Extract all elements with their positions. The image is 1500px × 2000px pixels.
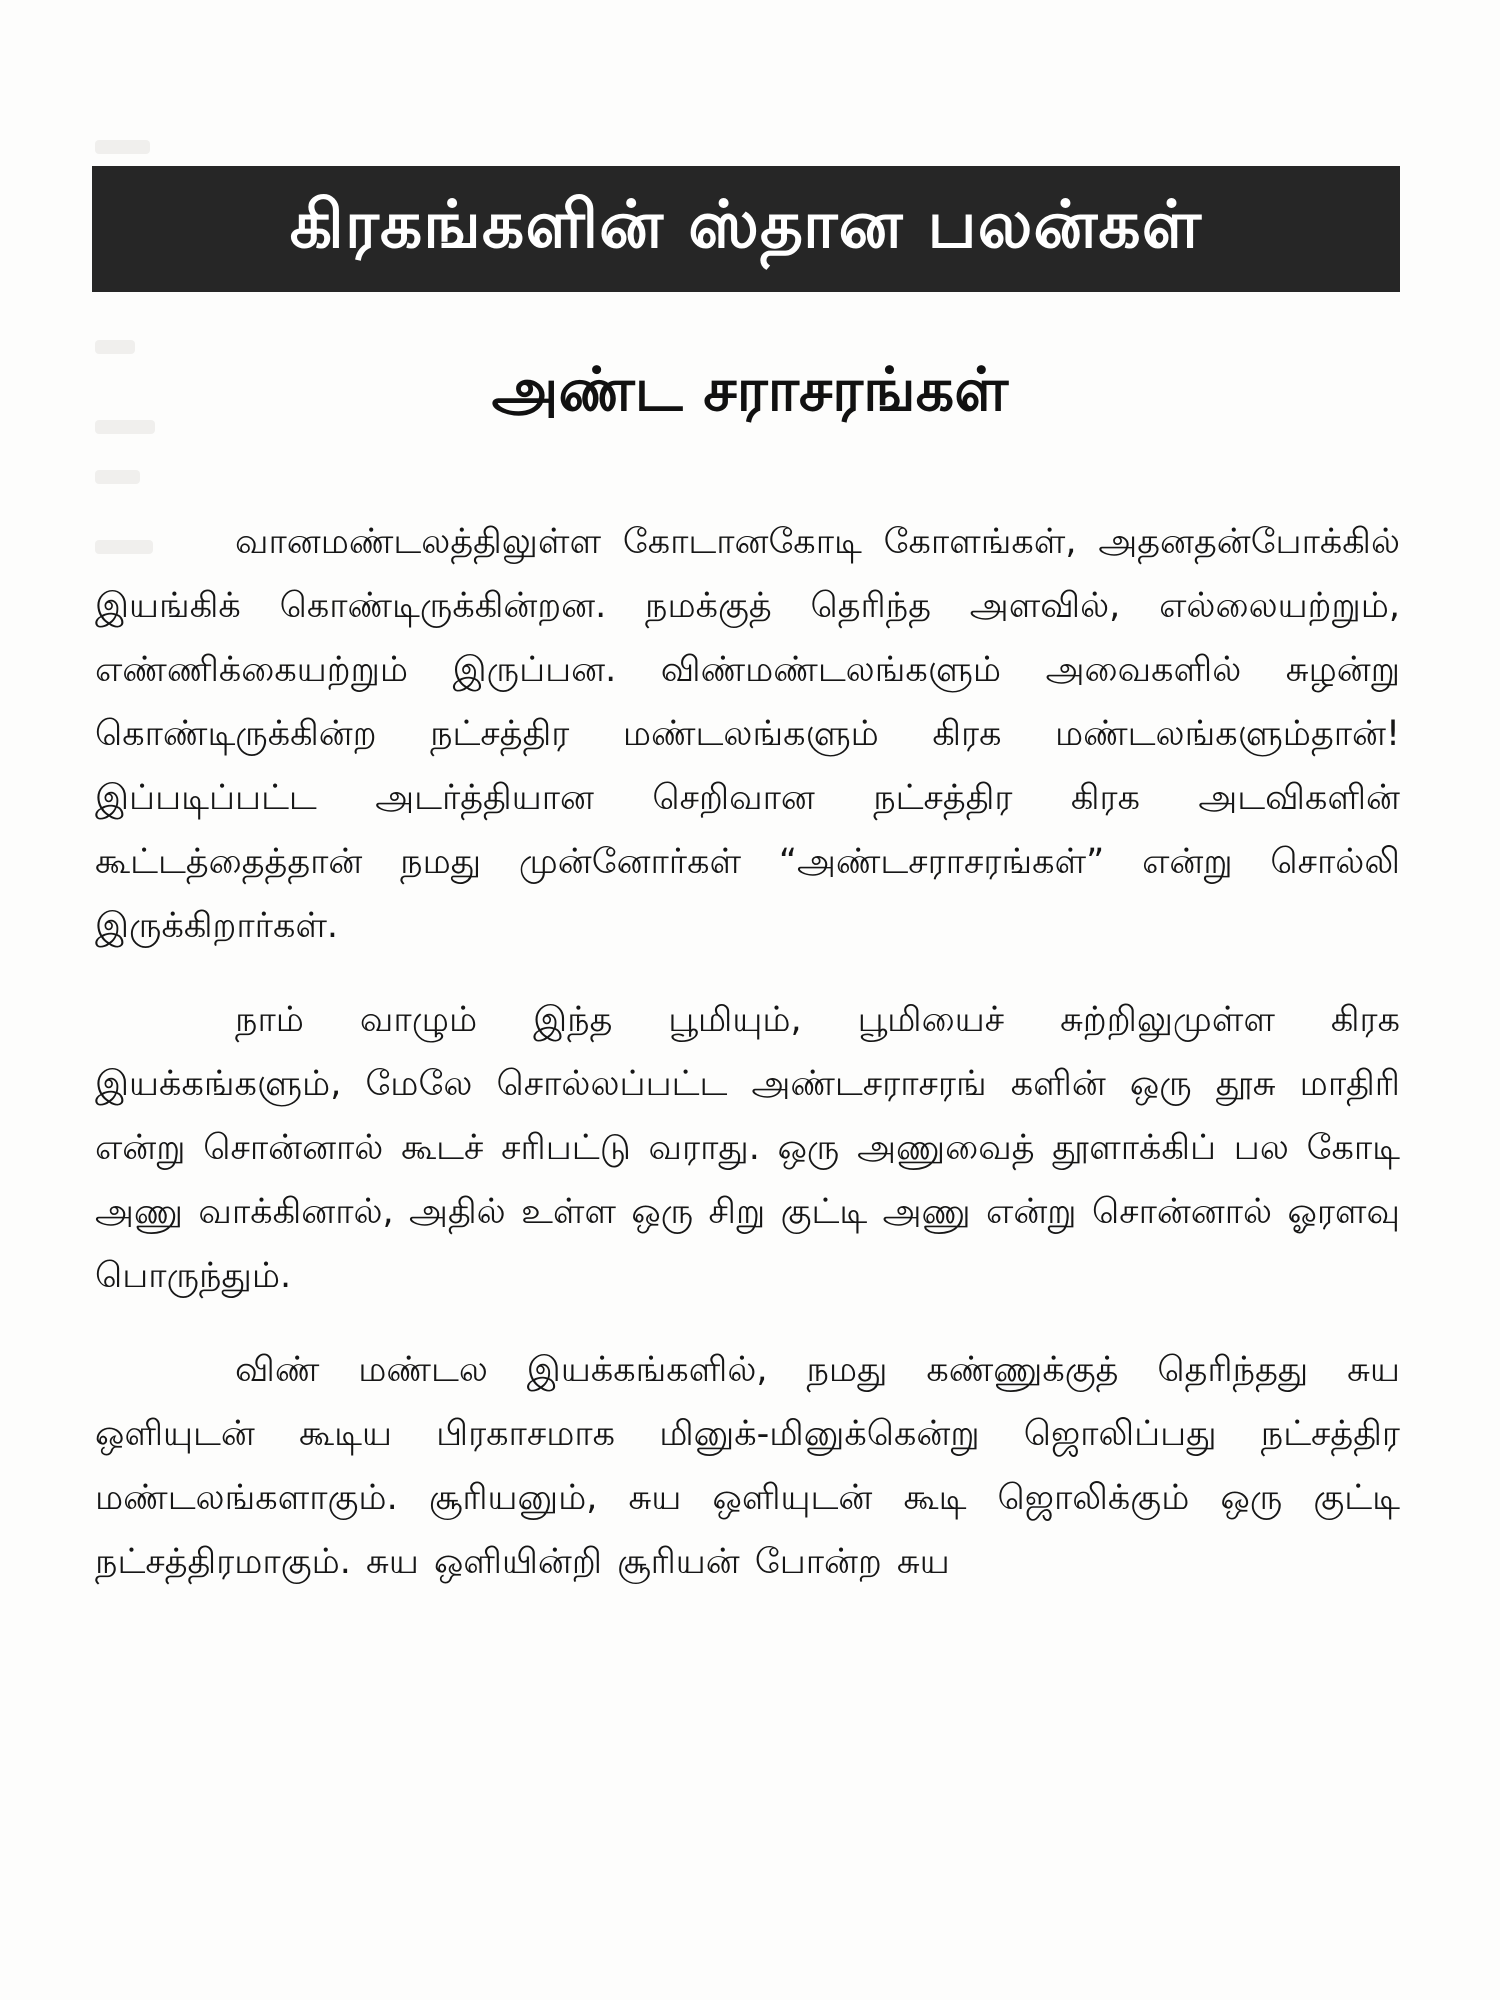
bleed-through-mark (95, 340, 135, 354)
chapter-header-bar (92, 166, 1400, 292)
chapter-title: கிரகங்களின் ஸ்தான பலன்கள் (289, 186, 1203, 263)
body-text (95, 510, 1400, 1624)
paragraph: நாம் வாழும் இந்த பூமியும், பூமியைச் சுற்றிலுமுள்ள கிரக இயக்கங்களும், மேலே சொல்லப்பட்ட அண்டசராசரங் களின் ஒரு தூசு மாதிரி என்று சொன்னால் கூடச் சரிபட்டு வராது. ஒரு அணுவைத் தூளாக்கிப் பல கோடி அணு வாக்கினால், அதில் உள்ள ஒரு சிறு குட்டி அணு என்று சொன்னால் ஓரளவு பொருந்தும். (95, 1000, 1400, 1296)
bleed-through-mark (95, 470, 140, 484)
section-heading: அண்ட சராசரங்கள் (491, 355, 1009, 425)
bleed-through-mark (95, 140, 150, 154)
paragraph: விண் மண்டல இயக்கங்களில், நமது கண்ணுக்குத் தெரிந்தது சுய ஒளியுடன் கூடிய பிரகாசமாக மினுக்-மினுக்கென்று ஜொலிப்பது நட்சத்திர மண்டலங்களாகும். சூரியனும், சுய ஒளியுடன் கூடி ஜொலிக்கும் ஒரு குட்டி நட்சத்திரமாகும். சுய ஒளியின்றி சூரியன் போன்ற சுய (95, 1350, 1400, 1582)
paragraph: வானமண்டலத்திலுள்ள கோடானகோடி கோளங்கள், அதனதன்போக்கில் இயங்கிக் கொண்டிருக்கின்றன. நமக்குத் தெரிந்த அளவில், எல்லையற்றும், எண்ணிக்கையற்றும் இருப்பன. விண்மண்டலங்களும் அவைகளில் சுழன்று கொண்டிருக்கின்ற நட்சத்திர மண்டலங்களும் கிரக மண்டலங்களும்தான்! இப்படிப்பட்ட அடர்த்தியான செறிவான நட்சத்திர கிரக அடவிகளின் கூட்டத்தைத்தான் நமது முன்னோர்கள் “அண்டசராசரங்கள்” என்று சொல்லி இருக்கிறார்கள். (95, 522, 1400, 946)
